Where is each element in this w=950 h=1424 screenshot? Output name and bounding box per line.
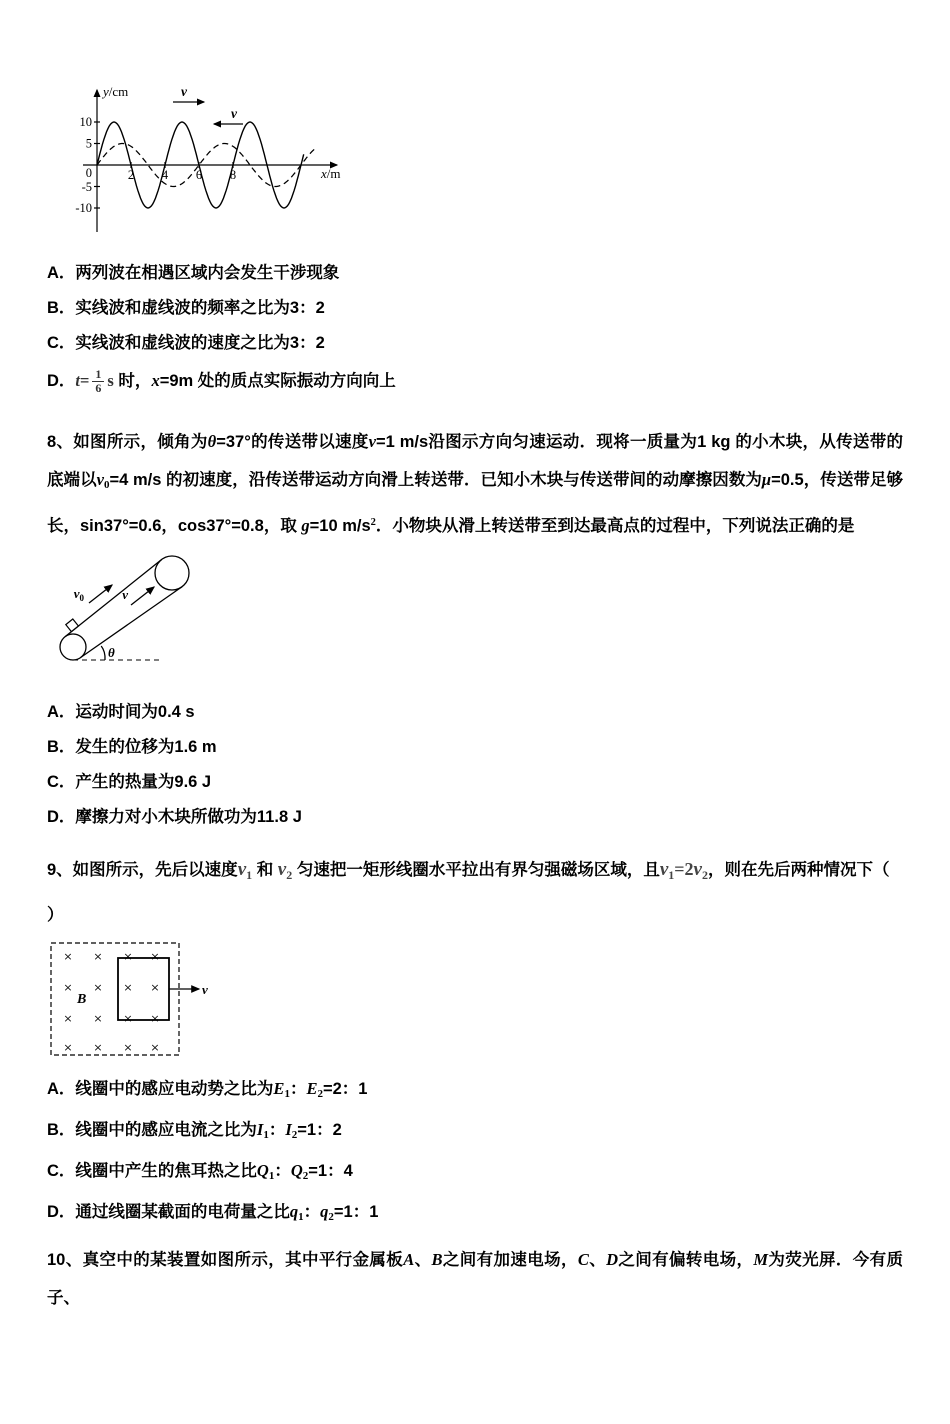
q9-option-d: D．通过线圈某截面的电荷量之比$q_1$：$q_2=1$：1 [47,1202,379,1223]
field-cross: × [93,1041,103,1054]
q7-option-c: C．实线波和虚线波的速度之比为3：2 [47,334,325,352]
y-tick-label: 10 [79,115,92,129]
x-tick-label: 2 [127,168,135,182]
y-axis-label: y/cm [103,84,129,99]
magnetic-field-figure [49,939,259,1063]
q9-stem: 9、如图所示，先后以速度$v_1$ 和 $v_2$ 匀速把一矩形线圈水平拉出有界匀强磁场区域，且$v_1=2v_2$，则在先后两种情况下（ [47,859,890,882]
field-cross: × [63,950,73,963]
y-tick-label: 0 [85,166,92,180]
wave-graph-figure [47,80,377,248]
field-cross: × [63,1041,73,1054]
solid-wave-velocity-label: v [181,84,187,99]
q9-stem-close-paren: ） [47,906,64,924]
block [66,619,79,632]
coil-velocity-label: v [202,982,208,997]
q8-options [47,695,903,835]
y-tick-label: -5 [81,180,92,194]
y-tick-label: -10 [75,201,92,215]
field-cross: × [63,1012,73,1025]
field-cross: × [93,981,103,994]
y-tick-label: 5 [85,136,92,151]
dashed-wave-velocity-label: v [231,106,237,121]
exam-page [0,80,950,1317]
field-cross: × [150,981,160,994]
x-axis-label: x/m [321,166,341,181]
belt-velocity-label: v [122,587,128,602]
q7-option-b: B．实线波和虚线波的频率之比为3：2 [47,299,325,317]
q8-option-d: D．摩擦力对小木块所做功为11.8 J [47,808,302,826]
theta-label: θ [108,645,115,660]
conveyor-belt-figure [55,551,270,683]
field-cross: × [123,981,133,994]
x-tick-label: 4 [161,168,169,182]
q10-stem: 10、真空中的某装置如图所示，其中平行金属板A、B之间有加速电场，C、D之间有偏转电场，M为荧光屏．今有质子、 [47,1250,904,1307]
field-cross: × [123,1012,133,1025]
field-cross: × [93,1012,103,1025]
field-cross: × [93,950,103,963]
q9-option-b: B．线圈中的感应电流之比为$I_1$：$I_2=1$：2 [47,1120,342,1141]
q9-option-a: A．线圈中的感应电动势之比为$E_1$：$E_2=2$：1 [47,1079,368,1100]
q8-option-b: B．发生的位移为1.6 m [47,738,217,756]
q9-option-c: C．线圈中产生的焦耳热之比$Q_1$：$Q_2=1$：4 [47,1161,353,1182]
q9-options [47,1071,903,1235]
x-tick-label: 6 [195,168,203,182]
v0-arrow [89,585,112,603]
field-cross: × [63,981,73,994]
field-cross: × [123,950,133,963]
field-cross: × [150,1012,160,1025]
q7-options [47,256,903,401]
q8-option-a: A．运动时间为0.4 s [47,703,195,721]
q7-option-a: A．两列波在相遇区域内会发生干涉现象 [47,264,340,282]
field-cross: × [150,950,160,963]
x-tick-label: 8 [229,168,237,182]
field-cross: × [150,1041,160,1054]
angle-arc [101,646,105,660]
v0-label: $v_0$ [73,586,84,603]
q8-stem: 8、如图所示，倾角为θ=37°的传送带以速度v=1 m/s沿图示方向匀速运动．现将一质量为1 kg 的小木块，从传送带的底端以$v_0=4$ m/s 的初速度，沿传送带运动方向滑上转送带．已知小木块与传送带间的动摩擦因数为μ=0.5，传送带足够长，sin37°=0.6，cos37°=0.8，取 g=10 $m/s^2$．小物块从滑上转送带至到达最高点的过程中，下列说法正确的是 [47,432,903,535]
q7-option-d: D．t= $\frac{1}{6}$ s 时，x=9m 处的质点实际振动方向向上 [47,367,396,396]
belt-velocity-arrow [131,587,154,605]
field-B-label: B [77,992,87,1007]
field-cross: × [123,1041,133,1054]
q8-option-c: C．产生的热量为9.6 J [47,773,212,791]
